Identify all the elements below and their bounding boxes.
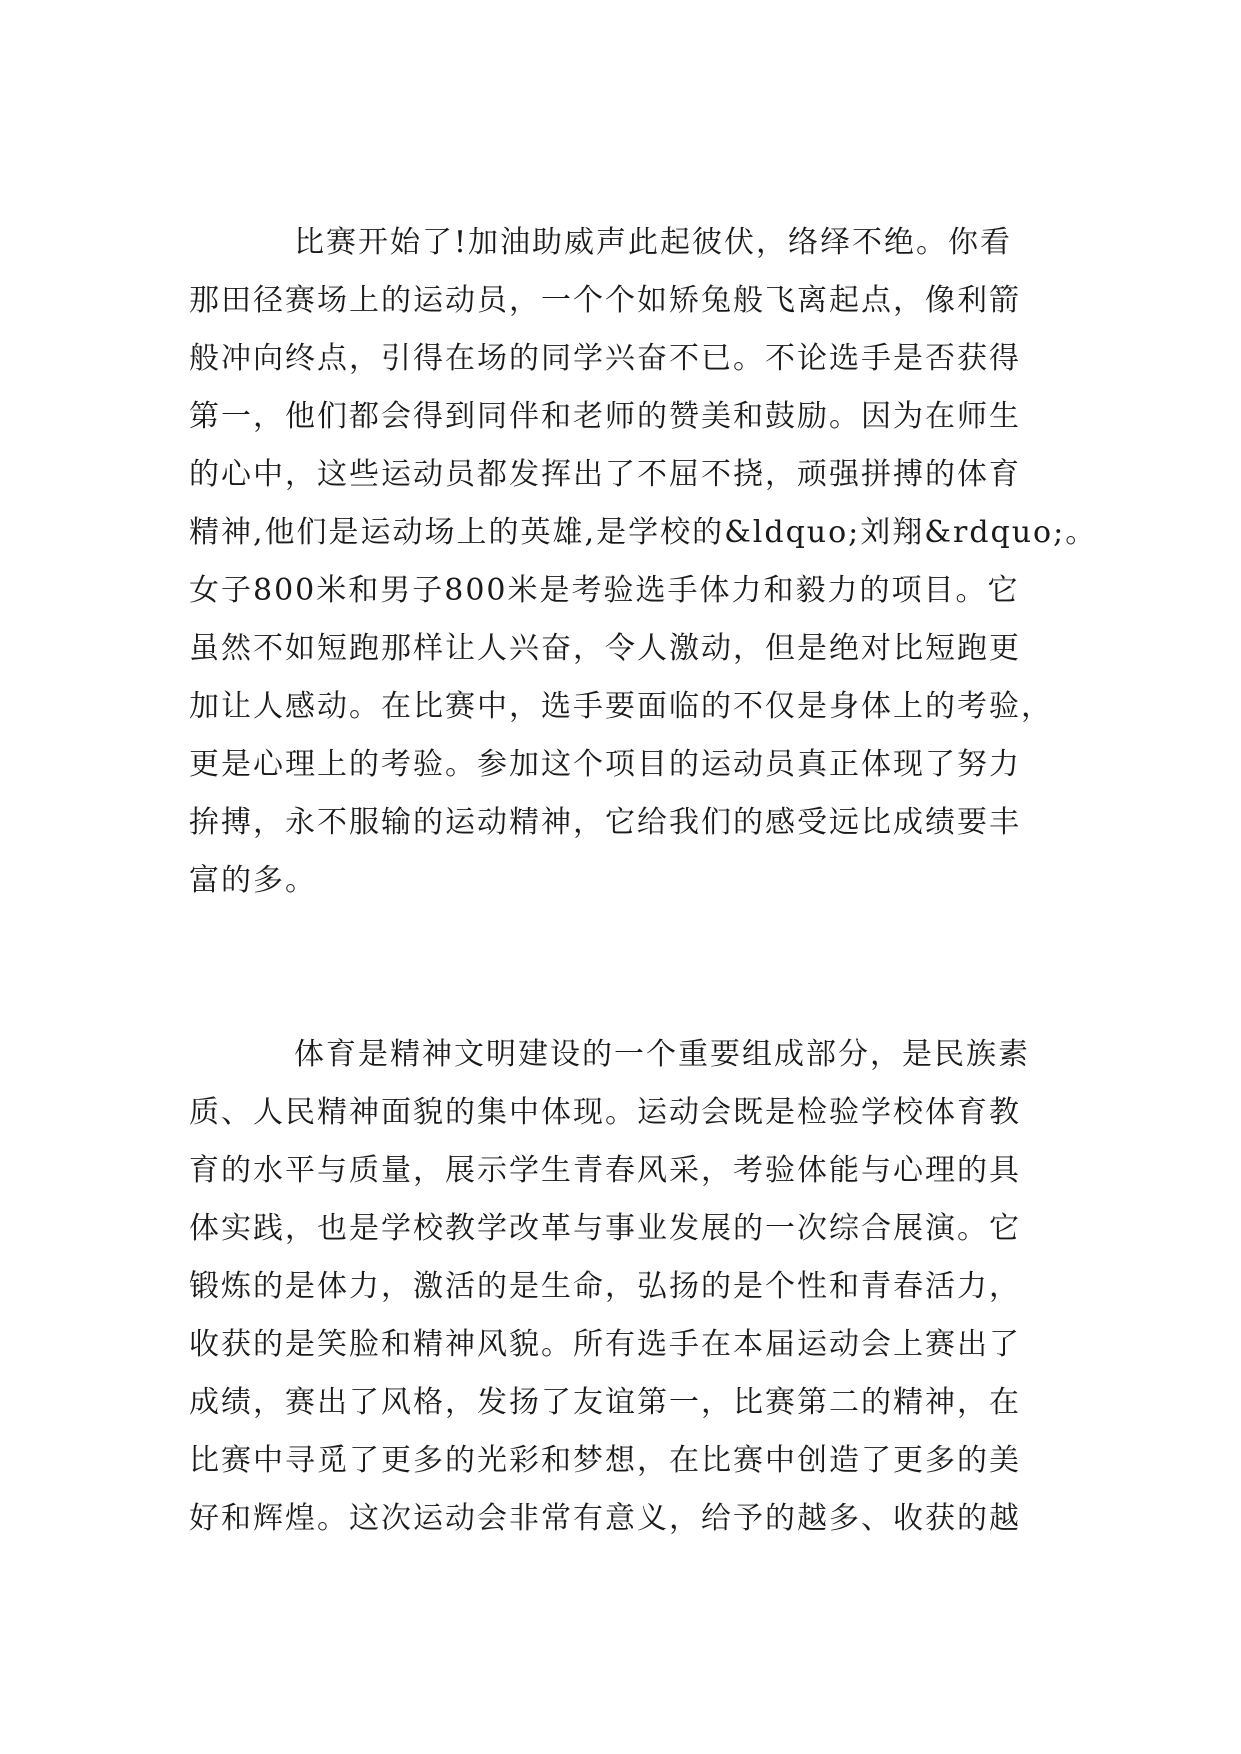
text-line: 体育是精神文明建设的一个重要组成部分，是民族素 (294, 1037, 1030, 1072)
text-line: 精神,他们是运动场上的英雄,是学校的&ldquo;刘翔&rdquo;。 (189, 515, 1098, 550)
text-line: 的心中，这些运动员都发挥出了不屈不挠，顽强拼搏的体育 (189, 457, 1021, 492)
paragraph-2 (189, 1026, 1069, 1548)
text-line: 体实践，也是学校教学改革与事业发展的一次综合展演。它 (189, 1211, 1021, 1246)
text-line: 比赛开始了!加油助威声此起彼伏，络绎不绝。你看 (294, 225, 1013, 260)
text-line: 般冲向终点，引得在场的同学兴奋不已。不论选手是否获得 (189, 341, 1021, 376)
text-line: 那田径赛场上的运动员，一个个如矫兔般飞离起点，像利箭 (189, 283, 1021, 318)
text-line: 虽然不如短跑那样让人兴奋，令人激动，但是绝对比短跑更 (189, 631, 1021, 666)
text-line: 比赛中寻觅了更多的光彩和梦想，在比赛中创造了更多的美 (189, 1443, 1021, 1478)
text-line: 质、人民精神面貌的集中体现。运动会既是检验学校体育教 (189, 1095, 1021, 1130)
paragraph-1 (189, 214, 1098, 910)
text-line: 育的水平与质量，展示学生青春风采，考验体能与心理的具 (189, 1153, 1021, 1188)
text-line: 富的多。 (189, 863, 317, 898)
text-line: 锻炼的是体力，激活的是生命，弘扬的是个性和青春活力， (189, 1269, 1021, 1304)
text-line: 更是心理上的考验。参加这个项目的运动员真正体现了努力 (189, 747, 1021, 782)
text-line: 女子800米和男子800米是考验选手体力和毅力的项目。它 (189, 573, 1020, 608)
text-line: 第一，他们都会得到同伴和老师的赞美和鼓励。因为在师生 (189, 399, 1021, 434)
text-line: 加让人感动。在比赛中，选手要面临的不仅是身体上的考验， (189, 689, 1053, 724)
text-line: 好和辉煌。这次运动会非常有意义，给予的越多、收获的越 (189, 1501, 1021, 1536)
text-line: 收获的是笑脸和精神风貌。所有选手在本届运动会上赛出了 (189, 1327, 1021, 1362)
text-line: 成绩，赛出了风格，发扬了友谊第一，比赛第二的精神，在 (189, 1385, 1021, 1420)
text-line: 拚搏，永不服输的运动精神，它给我们的感受远比成绩要丰 (189, 805, 1021, 840)
